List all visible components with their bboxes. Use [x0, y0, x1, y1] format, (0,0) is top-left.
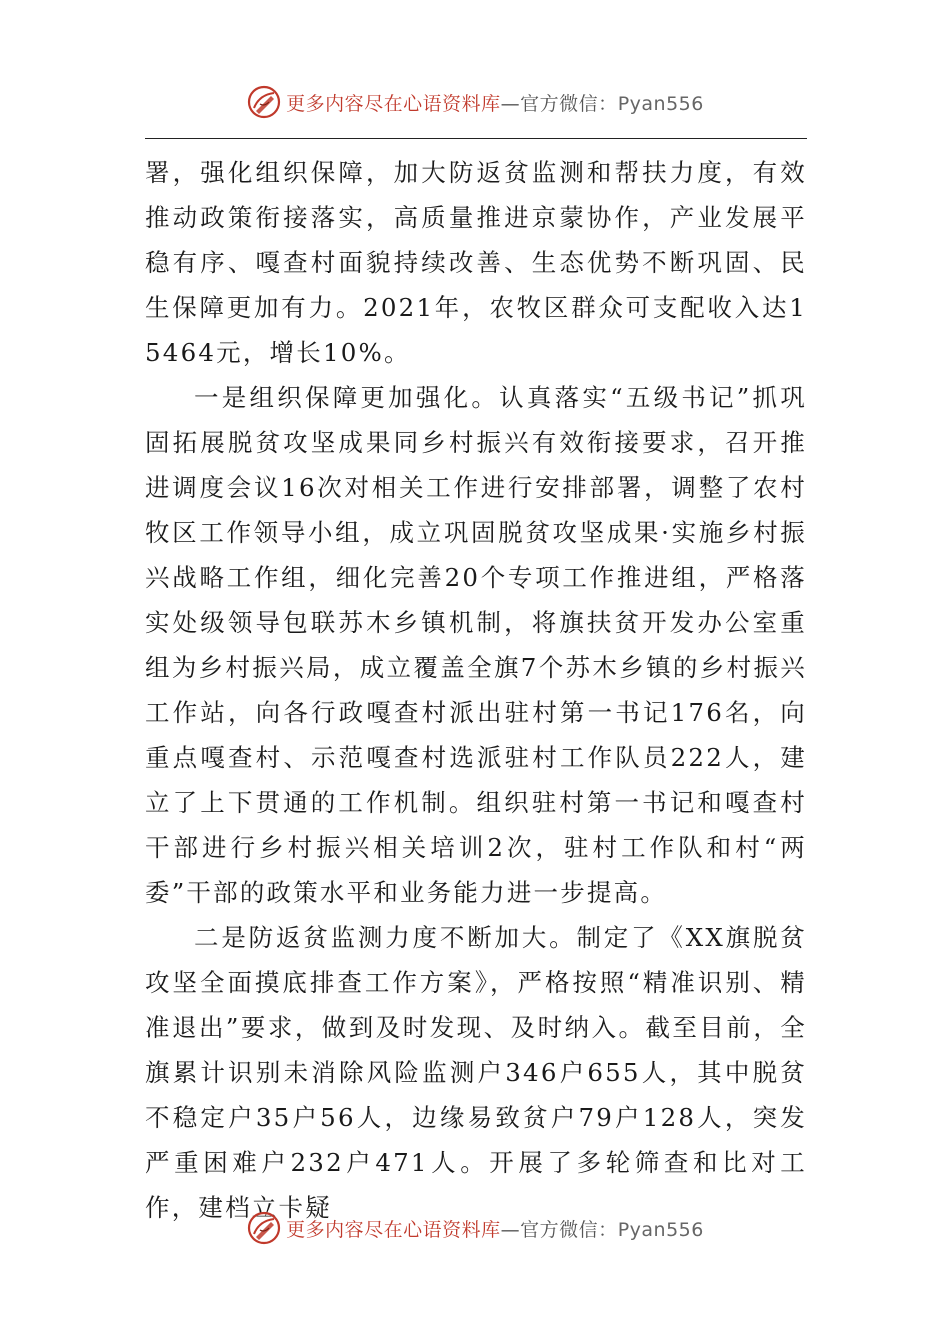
header-divider: [145, 138, 807, 139]
watermark-prefix: 官方微信：: [520, 1218, 618, 1241]
pen-logo-icon: [246, 84, 282, 120]
watermark-sep: —: [500, 1218, 521, 1241]
watermark-text: [286, 89, 704, 116]
header-watermark: [0, 82, 950, 122]
watermark-main: 更多内容尽在心语资料库: [286, 1218, 501, 1241]
watermark-prefix: 官方微信：: [520, 92, 618, 115]
watermark-sep: —: [500, 92, 521, 115]
document-body: [145, 150, 807, 1230]
watermark-id: Pyan556: [617, 92, 704, 115]
paragraph-3: 二是防返贫监测力度不断加大。制定了《XX旗脱贫攻坚全面摸底排查工作方案》，严格按照“精准识别、精准退出”要求，做到及时发现、及时纳入。截至目前，全旗累计识别未消除风险监测户346户655人，其中脱贫不稳定户35户56人，边缘易致贫户79户128人，突发严重困难户232户471人。开展了多轮筛查和比对工作，建档立卡疑: [145, 923, 807, 1222]
footer-watermark: [0, 1208, 950, 1248]
watermark-id: Pyan556: [617, 1218, 704, 1241]
pen-logo-icon: [246, 1210, 282, 1246]
paragraph-1: 署，强化组织保障，加大防返贫监测和帮扶力度，有效推动政策衔接落实，高质量推进京蒙协作，产业发展平稳有序、嘎查村面貌持续改善、生态优势不断巩固、民生保障更加有力。2021年，农牧区群众可支配收入达15464元，增长10%。: [145, 158, 807, 367]
watermark-main: 更多内容尽在心语资料库: [286, 92, 501, 115]
watermark-text: [286, 1215, 704, 1242]
paragraph-2: 一是组织保障更加强化。认真落实“五级书记”抓巩固拓展脱贫攻坚成果同乡村振兴有效衔接要求，召开推进调度会议16次对相关工作进行安排部署，调整了农村牧区工作领导小组，成立巩固脱贫攻坚成果·实施乡村振兴战略工作组，细化完善20个专项工作推进组，严格落实处级领导包联苏木乡镇机制，将旗扶贫开发办公室重组为乡村振兴局，成立覆盖全旗7个苏木乡镇的乡村振兴工作站，向各行政嘎查村派出驻村第一书记176名，向重点嘎查村、示范嘎查村选派驻村工作队员222人，建立了上下贯通的工作机制。组织驻村第一书记和嘎查村干部进行乡村振兴相关培训2次，驻村工作队和村“两委”干部的政策水平和业务能力进一步提高。: [145, 383, 807, 907]
